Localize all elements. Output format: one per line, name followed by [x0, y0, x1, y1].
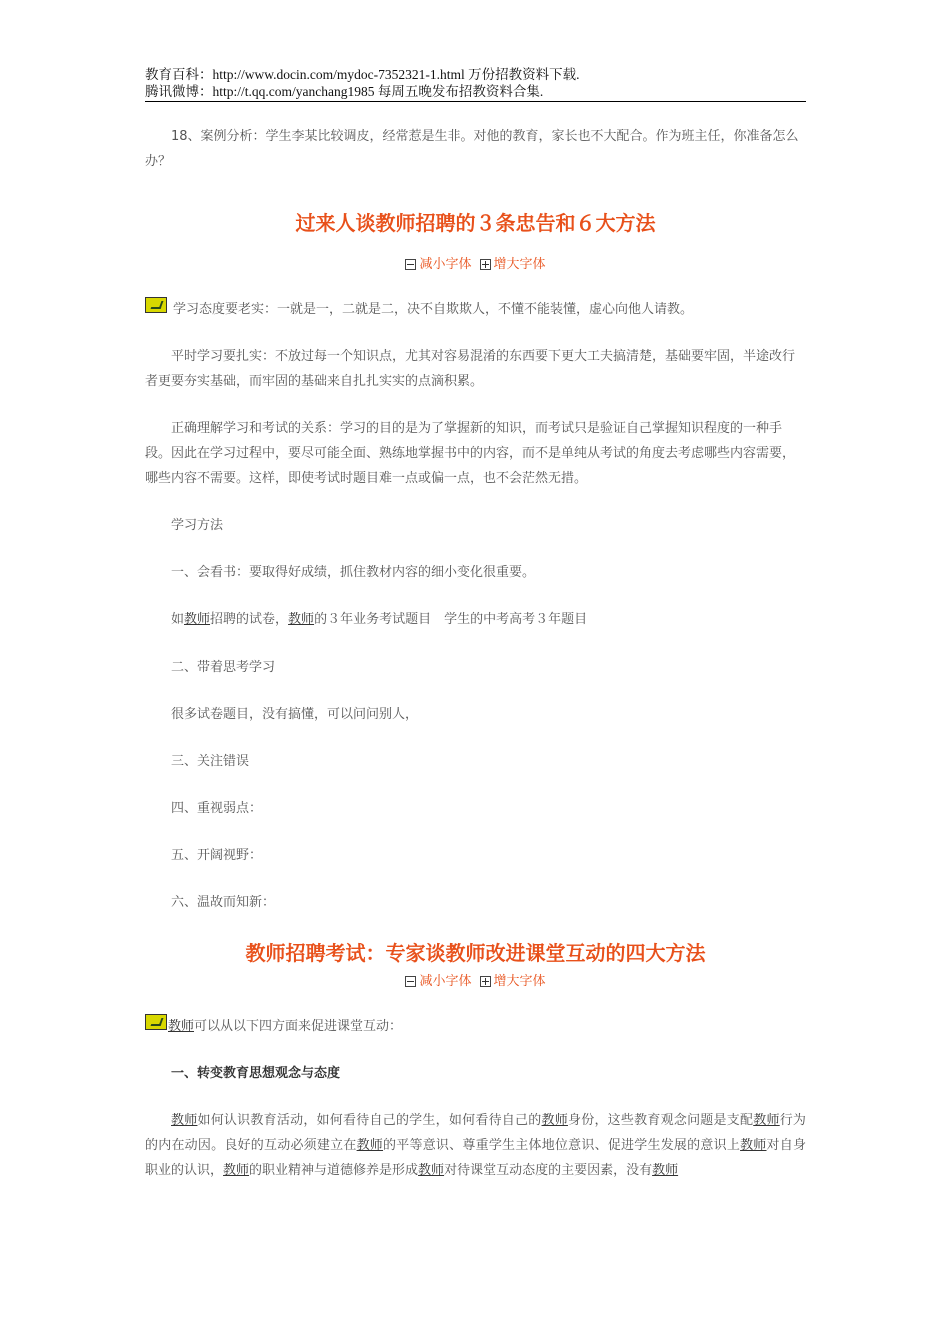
- question-text: 、案例分析：学生李某比较调皮，经常惹是生非。对他的教育，家长也不大配合。作为班主任，你准备怎么办？: [145, 129, 799, 169]
- question-18: [145, 124, 806, 174]
- teacher-link[interactable]: 教师: [753, 1113, 780, 1128]
- article1-paragraph-3: 正确理解学习和考试的关系：学习的目的是为了掌握新的知识，而考试只是验证自己掌握知识程度的一种手段。因此在学习过程中，要尽可能全面、熟练地掌握书中的内容，而不是单纯从考试的角度去考虑哪些内容需要，哪些内容不需要。这样，即使考试时题目难一点或偏一点，也不会茫然无措。: [145, 421, 796, 486]
- decrease-font-link[interactable]: 减小字体: [419, 257, 472, 272]
- plus-box-icon[interactable]: [480, 976, 491, 987]
- minus-box-icon[interactable]: [405, 976, 416, 987]
- teacher-link[interactable]: 教师: [652, 1163, 679, 1178]
- teacher-link[interactable]: 教师: [541, 1113, 568, 1128]
- example-text: 的３年业务考试题目 学生的中考高考３年题目: [314, 612, 588, 627]
- example-text: 招聘的试卷，: [210, 612, 289, 627]
- body-text: 行为的内在动因。良好的互动必须建立在: [145, 1113, 806, 1153]
- increase-font-link[interactable]: 增大字体: [493, 974, 546, 989]
- article1-font-controls: [145, 253, 806, 272]
- example-text: 如: [171, 612, 185, 627]
- method-4: 四、重视弱点：: [171, 801, 263, 816]
- teacher-link[interactable]: 教师: [740, 1138, 767, 1153]
- body-text: 的平等意识、尊重学生主体地位意识、促进学生发展的意识上: [383, 1138, 741, 1153]
- teacher-link[interactable]: 教师: [223, 1163, 250, 1178]
- method-3: 三、关注错误: [171, 754, 250, 769]
- teacher-link[interactable]: 教师: [418, 1163, 445, 1178]
- teacher-link[interactable]: 教师: [184, 612, 211, 627]
- body-text: 身份，这些教育观念问题是支配: [567, 1113, 754, 1128]
- section-1-heading: 一、转变教育思想观念与态度: [171, 1066, 341, 1081]
- question-number: 18: [171, 129, 188, 144]
- method-5: 五、开阔视野：: [171, 848, 263, 863]
- article1-paragraph-1: 学习态度要老实：一就是一，二就是二，决不自欺欺人，不懂不能装懂，虚心向他人请教。: [173, 302, 694, 317]
- body-text: 对自身职业的认识，: [145, 1138, 806, 1178]
- arrow-bullet-icon: [145, 297, 167, 313]
- article2-font-controls: [145, 970, 806, 989]
- method-1: 一、会看书：要取得好成绩，抓住教材内容的细小变化很重要。: [171, 565, 536, 580]
- method-2: 二、带着思考学习: [171, 660, 276, 675]
- document-header: [145, 66, 806, 102]
- method-2-detail: 很多试卷题目，没有搞懂，可以问问别人，: [171, 707, 419, 722]
- plus-box-icon[interactable]: [480, 259, 491, 270]
- intro-text: 可以从以下四方面来促进课堂互动：: [194, 1019, 403, 1034]
- body-text: 的职业精神与道德修养是形成: [249, 1163, 419, 1178]
- header-line-docin: 教育百科：http://www.docin.com/mydoc-7352321-1.html 万份招教资料下载.: [145, 67, 580, 82]
- section-1-body: [145, 1108, 806, 1183]
- body-text: 如何认识教育活动，如何看待自己的学生，如何看待自己的: [197, 1113, 542, 1128]
- teacher-link[interactable]: 教师: [171, 1113, 198, 1128]
- teacher-link[interactable]: 教师: [288, 612, 315, 627]
- teacher-link[interactable]: 教师: [356, 1138, 384, 1153]
- article1-paragraph-2: 平时学习要扎实：不放过每一个知识点，尤其对容易混淆的东西要下更大工夫搞清楚，基础要牢固，半途改行者更要夯实基础，而牢固的基础来自扎扎实实的点滴积累。: [145, 349, 796, 389]
- method-1-example: [145, 607, 806, 632]
- minus-box-icon[interactable]: [405, 259, 416, 270]
- decrease-font-link[interactable]: 减小字体: [419, 974, 472, 989]
- article2-title: 教师招聘考试：专家谈教师改进课堂互动的四大方法: [245, 941, 706, 965]
- method-6: 六、温故而知新：: [171, 895, 276, 910]
- header-line-weibo: 腾讯微博：http://t.qq.com/yanchang1985 每周五晚发布招教资料合集.: [145, 84, 544, 99]
- teacher-link[interactable]: 教师: [168, 1019, 195, 1034]
- arrow-bullet-icon: [145, 1014, 167, 1030]
- article1-title: 过来人谈教师招聘的３条忠告和６大方法: [295, 211, 656, 235]
- article2-intro: [168, 1014, 806, 1039]
- body-text: 对待课堂互动态度的主要因素，没有: [444, 1163, 653, 1178]
- methods-heading: 学习方法: [171, 518, 224, 533]
- increase-font-link[interactable]: 增大字体: [493, 257, 546, 272]
